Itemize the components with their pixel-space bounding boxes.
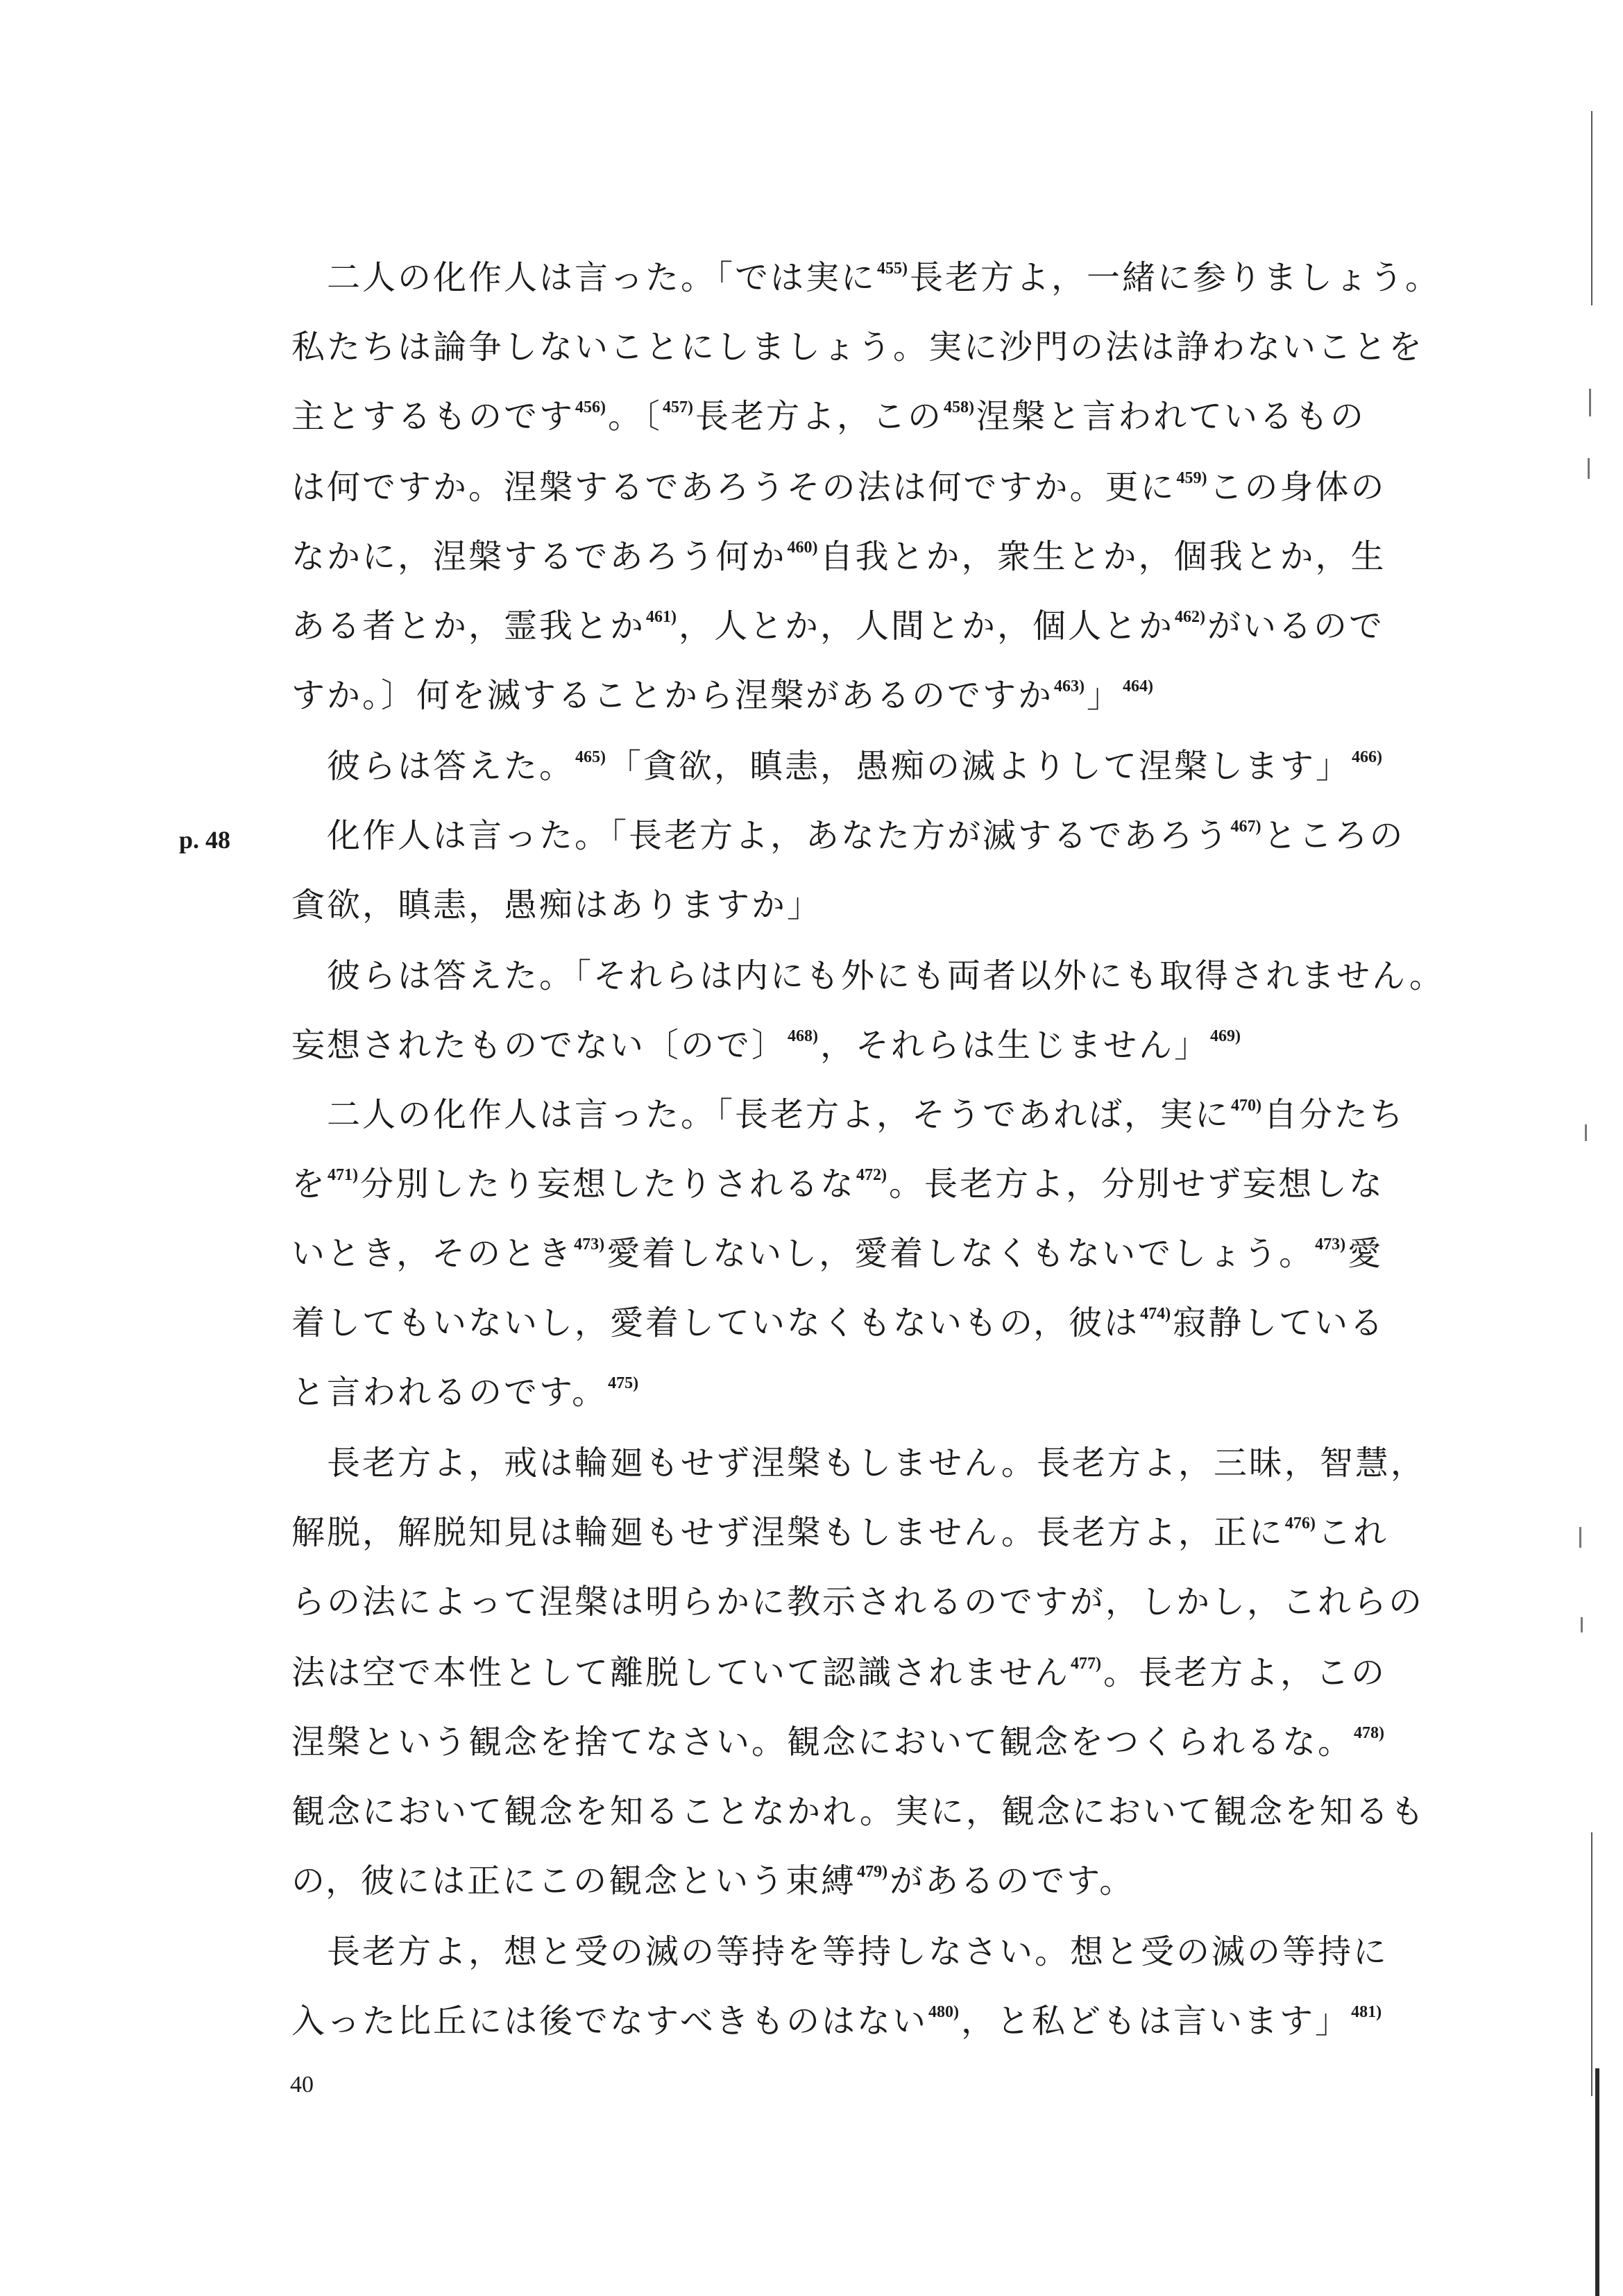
text-segment: 着してもいないし，愛着していなくもないもの，彼は: [291, 1303, 1140, 1342]
footnote-marker: 466): [1352, 748, 1383, 766]
text-segment: 寂静している: [1173, 1303, 1386, 1342]
footnote-marker: 480): [928, 2003, 960, 2021]
scan-edge-artifact: [1588, 458, 1590, 479]
footnote-marker: 475): [608, 1374, 639, 1392]
text-segment: 長老方よ，一緒に参りましょう。: [910, 258, 1441, 297]
margin-page-marker: p. 48: [179, 826, 231, 854]
text-line: [291, 1652, 1402, 1694]
text-line: [291, 1791, 1426, 1832]
text-line: [291, 2000, 1402, 2042]
text-line: [291, 1931, 1402, 1973]
scan-edge-artifact: [1591, 1832, 1592, 2096]
text-segment: らの法によって涅槃は明らかに教示されるのですが，しかし，これらの: [291, 1582, 1425, 1621]
text-segment: 長老方よ，戒は輪廻もせず涅槃もしません。長老方よ，三昧，智慧，: [291, 1444, 1426, 1483]
text-segment: 。長老方よ，この: [1103, 1653, 1387, 1692]
text-line: [291, 536, 1402, 577]
footnote-marker: 473): [574, 1235, 605, 1253]
text-segment: 愛着しないし，愛着しなくもないでしょう。: [606, 1234, 1315, 1273]
text-line: [291, 1721, 1402, 1763]
scan-edge-artifact: [1579, 1527, 1581, 1548]
text-segment: 涅槃という観念を捨てなさい。観念において観念をつくられるな。: [291, 1723, 1354, 1762]
text-line: [291, 466, 1402, 508]
footnote-marker: 461): [646, 608, 677, 626]
text-line: [291, 955, 1445, 997]
text-segment: なかに，涅槃するであろう何か: [291, 537, 787, 576]
footnote-marker: 473): [1315, 1235, 1346, 1253]
text-segment: 法は空で本性として離脱していて認識されません: [291, 1653, 1071, 1692]
scan-edge-artifact: [1591, 111, 1592, 305]
text-segment: いとき，そのとき: [291, 1234, 574, 1273]
text-segment: ，人とか，人間とか，個人とか: [679, 607, 1175, 645]
text-line: [291, 326, 1425, 368]
text-segment: 妄想されたものでない〔ので〕: [291, 1026, 788, 1065]
text-segment: 分別したり妄想したりされるな: [360, 1165, 856, 1204]
text-segment: を: [291, 1165, 328, 1204]
text-line: [291, 745, 1402, 787]
scan-edge-artifact: [1581, 1617, 1583, 1632]
text-line: [291, 1442, 1426, 1484]
text-segment: ，それらは生じません」: [820, 1026, 1210, 1065]
text-line: [291, 1094, 1406, 1136]
text-segment: ところの: [1263, 816, 1405, 855]
scan-edge-artifact: [1585, 1124, 1587, 1141]
text-line: [291, 815, 1405, 856]
footnote-marker: 457): [663, 398, 694, 416]
text-line: [291, 884, 1402, 926]
text-segment: 観念において観念を知ることなかれ。実に，観念において観念を知るも: [291, 1792, 1426, 1831]
text-segment: 涅槃と言われているもの: [976, 397, 1366, 436]
text-segment: 解脱，解脱知見は輪廻もせず涅槃もしません。長老方よ，正に: [291, 1513, 1284, 1552]
footnote-marker: 465): [575, 748, 606, 766]
text-line: [291, 396, 1402, 437]
text-segment: すか。〕何を滅することから涅槃があるのですか: [291, 676, 1054, 715]
scan-edge-artifact: [1595, 2068, 1599, 2296]
footnote-marker: 460): [787, 539, 818, 557]
text-segment: 私たちは論争しないことにしましょう。実に沙門の法は諍わないことを: [291, 328, 1425, 366]
footnote-marker: 481): [1351, 2003, 1382, 2021]
text-segment: 入った比丘には後でなすべきものはない: [291, 2002, 928, 2041]
text-segment: 二人の化作人は言った。「長老方よ，そうであれば，実に: [291, 1095, 1231, 1134]
footnote-marker: 476): [1284, 1514, 1316, 1533]
text-segment: 愛: [1348, 1234, 1384, 1273]
text-segment: は何ですか。涅槃するであろうその法は何ですか。更に: [291, 468, 1176, 507]
footnote-marker: 467): [1230, 818, 1261, 836]
text-segment: ，と私どもは言います」: [961, 2002, 1351, 2041]
page-number: 40: [290, 2072, 314, 2097]
footnote-marker: 456): [575, 398, 606, 416]
text-segment: ある者とか，霊我とか: [291, 607, 646, 645]
footnote-marker: 469): [1210, 1027, 1241, 1045]
footnote-marker: 479): [857, 1863, 888, 1881]
text-segment: 長老方よ，この: [695, 397, 944, 436]
text-line: [291, 605, 1402, 647]
text-segment: と言われるのです。: [291, 1373, 608, 1412]
footnote-marker: 458): [944, 398, 975, 416]
footnote-marker: 470): [1231, 1097, 1262, 1115]
text-segment: 長老方よ，想と受の滅の等持を等持しなさい。想と受の滅の等持に: [291, 1932, 1389, 1971]
text-line: [291, 1860, 1402, 1902]
text-segment: 二人の化作人は言った。「では実に: [291, 258, 877, 297]
text-line: [291, 1024, 1402, 1066]
scan-edge-artifact: [1589, 389, 1591, 416]
text-segment: 。長老方よ，分別せず妄想しな: [889, 1165, 1385, 1204]
footnote-marker: 462): [1175, 608, 1206, 626]
text-segment: 主とするものです: [291, 397, 575, 436]
text-segment: 自我とか，衆生とか，個我とか，生: [819, 537, 1386, 576]
footnote-marker: 477): [1071, 1655, 1102, 1673]
text-line: [291, 1371, 1402, 1413]
text-segment: がいるので: [1207, 607, 1385, 645]
footnote-marker: 478): [1354, 1724, 1385, 1742]
text-segment: 「貪欲，瞋恚，愚痴の滅よりして涅槃します」: [608, 747, 1352, 786]
footnote-marker: 464): [1123, 677, 1154, 695]
text-segment: この身体の: [1209, 468, 1386, 507]
footnote-marker: 474): [1140, 1305, 1171, 1323]
text-segment: があるのです。: [890, 1862, 1135, 1900]
text-segment: 貪欲，瞋恚，愚痴はありますか」: [291, 886, 823, 925]
text-segment: 。〔: [608, 397, 663, 436]
footnote-marker: 459): [1176, 469, 1207, 487]
text-line: [291, 257, 1441, 298]
text-segment: の，彼には正にこの観念という束縛: [291, 1862, 857, 1900]
footnote-marker: 472): [856, 1166, 887, 1184]
text-segment: 彼らは答えた。「それらは内にも外にも両者以外にも取得されません。: [291, 956, 1445, 995]
text-line: [291, 1302, 1402, 1344]
text-line: [291, 675, 1402, 716]
text-line: [291, 1512, 1402, 1553]
footnote-marker: 455): [877, 260, 908, 278]
footnote-marker: 468): [788, 1027, 819, 1045]
text-segment: 化作人は言った。「長老方よ，あなた方が滅するであろう: [291, 816, 1230, 855]
footnote-marker: 463): [1054, 677, 1085, 695]
text-line: [291, 1233, 1402, 1274]
text-segment: 彼らは答えた。: [291, 747, 575, 786]
text-segment: 」: [1087, 676, 1123, 715]
text-line: [291, 1581, 1425, 1623]
text-line: [291, 1163, 1402, 1205]
footnote-marker: 471): [328, 1166, 359, 1184]
text-segment: これ: [1317, 1513, 1388, 1552]
text-segment: 自分たち: [1264, 1095, 1406, 1134]
